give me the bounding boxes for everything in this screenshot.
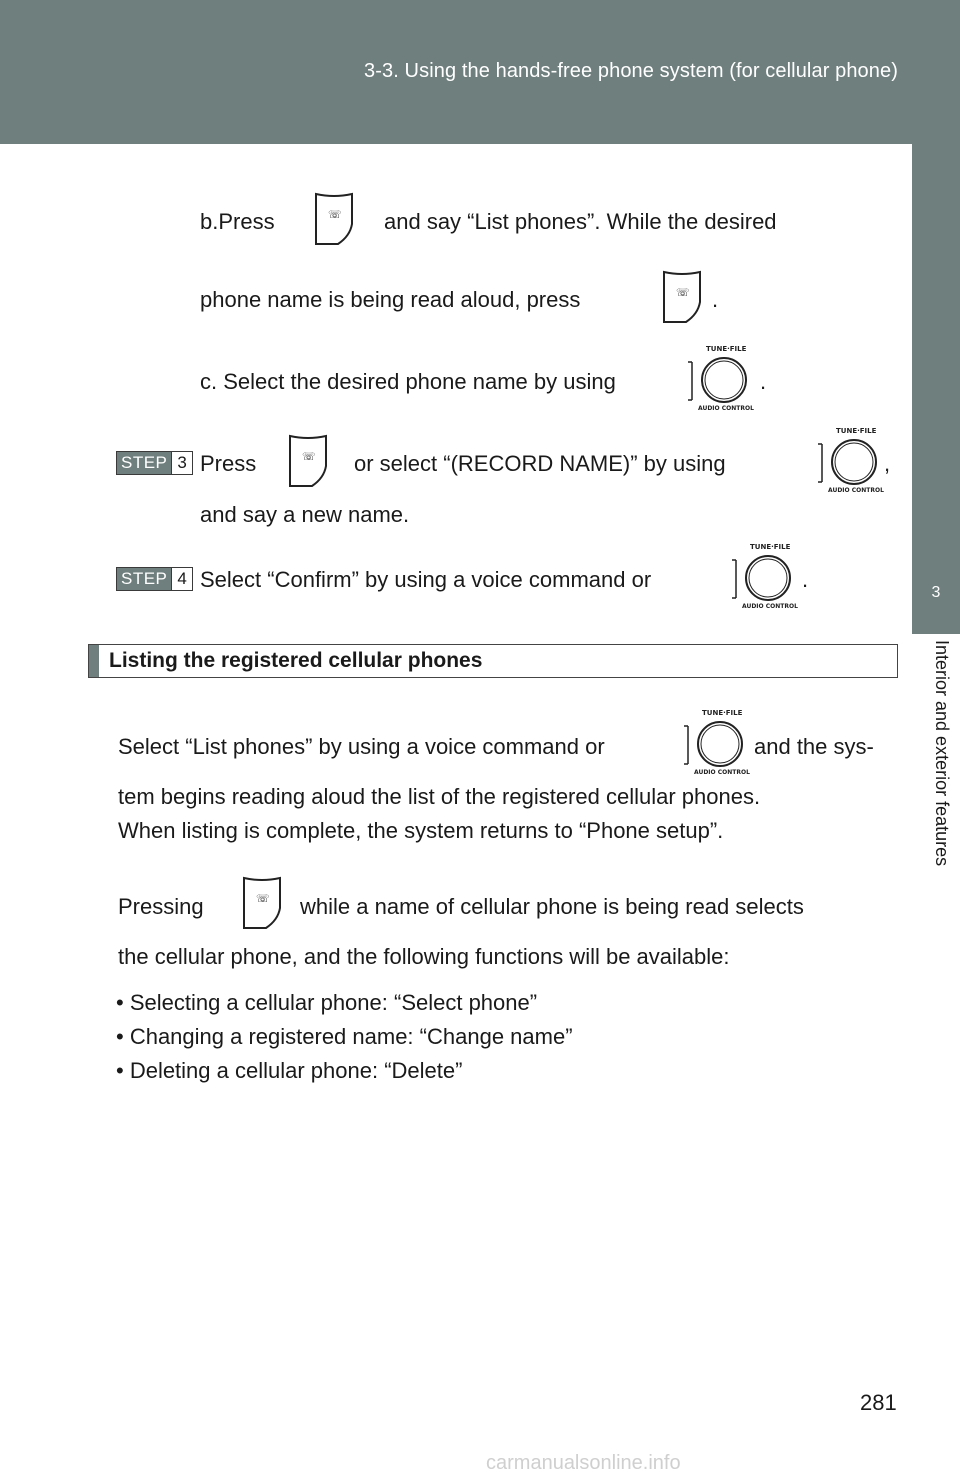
section-p1-line2: tem begins reading aloud the list of the registered cellular phones. bbox=[118, 784, 761, 809]
step4-badge bbox=[116, 567, 193, 591]
svg-text:☏: ☏ bbox=[302, 450, 316, 463]
b-text-1: b.Press bbox=[200, 209, 275, 234]
page-number: 281 bbox=[860, 1390, 897, 1415]
step3-text-2: or select “(RECORD NAME)” by using bbox=[354, 451, 726, 476]
svg-text:TUNE·FILE: TUNE·FILE bbox=[702, 709, 743, 717]
bullet-item: • Selecting a cellular phone: “Select phone” bbox=[116, 990, 538, 1015]
b-text-2: and say “List phones”. While the desired bbox=[384, 209, 777, 234]
step3-text-1: Press bbox=[200, 451, 257, 476]
side-tab-number: 3 bbox=[912, 552, 960, 634]
svg-text:TUNE·FILE: TUNE·FILE bbox=[750, 543, 791, 551]
svg-text:AUDIO CONTROL: AUDIO CONTROL bbox=[694, 769, 750, 776]
section-p2-b: while a name of cellular phone is being read selects bbox=[300, 894, 804, 919]
c-text-end: . bbox=[760, 369, 767, 394]
b-text-3: phone name is being read aloud, press bbox=[200, 287, 581, 312]
watermark: carmanualsonline.info bbox=[486, 1452, 681, 1474]
svg-text:AUDIO CONTROL: AUDIO CONTROL bbox=[828, 487, 884, 494]
section-title: Listing the registered cellular phones bbox=[109, 649, 483, 672]
page-header bbox=[0, 0, 960, 144]
svg-text:TUNE·FILE: TUNE·FILE bbox=[836, 427, 877, 435]
section-header bbox=[88, 644, 898, 678]
header-title: 3-3. Using the hands-free phone system (for cellular phone) bbox=[364, 60, 898, 82]
tune-file-knob-icon bbox=[728, 540, 800, 610]
side-tab-label: Interior and exterior features bbox=[932, 640, 952, 867]
b-text-4: . bbox=[712, 287, 719, 312]
step3-badge-number: 3 bbox=[171, 452, 191, 474]
step4-badge-number: 4 bbox=[171, 568, 191, 590]
svg-text:☏: ☏ bbox=[676, 286, 690, 299]
section-header-mark bbox=[89, 645, 99, 677]
svg-text:AUDIO CONTROL: AUDIO CONTROL bbox=[742, 603, 798, 610]
step3-text-3: , bbox=[884, 451, 891, 476]
step4-text: Select “Confirm” by using a voice command or bbox=[200, 567, 652, 592]
section-p1-a: Select “List phones” by using a voice command or bbox=[118, 734, 605, 759]
bullet-item: • Deleting a cellular phone: “Delete” bbox=[116, 1058, 463, 1083]
c-text: c. Select the desired phone name by using bbox=[200, 369, 616, 394]
step4-badge-label: STEP bbox=[121, 569, 168, 588]
tune-file-knob-icon bbox=[680, 706, 752, 776]
step3-line2: and say a new name. bbox=[200, 502, 410, 527]
section-p2-line2: the cellular phone, and the following functions will be available: bbox=[118, 944, 730, 969]
section-p1-b: and the sys- bbox=[754, 734, 874, 759]
side-tab-top bbox=[912, 144, 960, 552]
bullet-item: • Changing a registered name: “Change name” bbox=[116, 1024, 573, 1049]
tune-file-knob-icon bbox=[814, 424, 886, 494]
talk-switch-icon bbox=[240, 874, 284, 932]
section-p2-a: Pressing bbox=[118, 894, 204, 919]
step3-badge-label: STEP bbox=[121, 453, 168, 472]
talk-switch-icon bbox=[312, 190, 356, 248]
step3-badge bbox=[116, 451, 193, 475]
talk-switch-icon bbox=[286, 432, 330, 490]
svg-text:AUDIO CONTROL: AUDIO CONTROL bbox=[698, 405, 754, 412]
svg-text:☏: ☏ bbox=[328, 208, 342, 221]
talk-switch-icon bbox=[660, 268, 704, 326]
svg-text:TUNE·FILE: TUNE·FILE bbox=[706, 345, 747, 353]
svg-text:☏: ☏ bbox=[256, 892, 270, 905]
step4-text-end: . bbox=[802, 567, 809, 592]
tune-file-knob-icon bbox=[684, 342, 756, 412]
section-p1-line3: When listing is complete, the system returns to “Phone setup”. bbox=[118, 818, 724, 843]
